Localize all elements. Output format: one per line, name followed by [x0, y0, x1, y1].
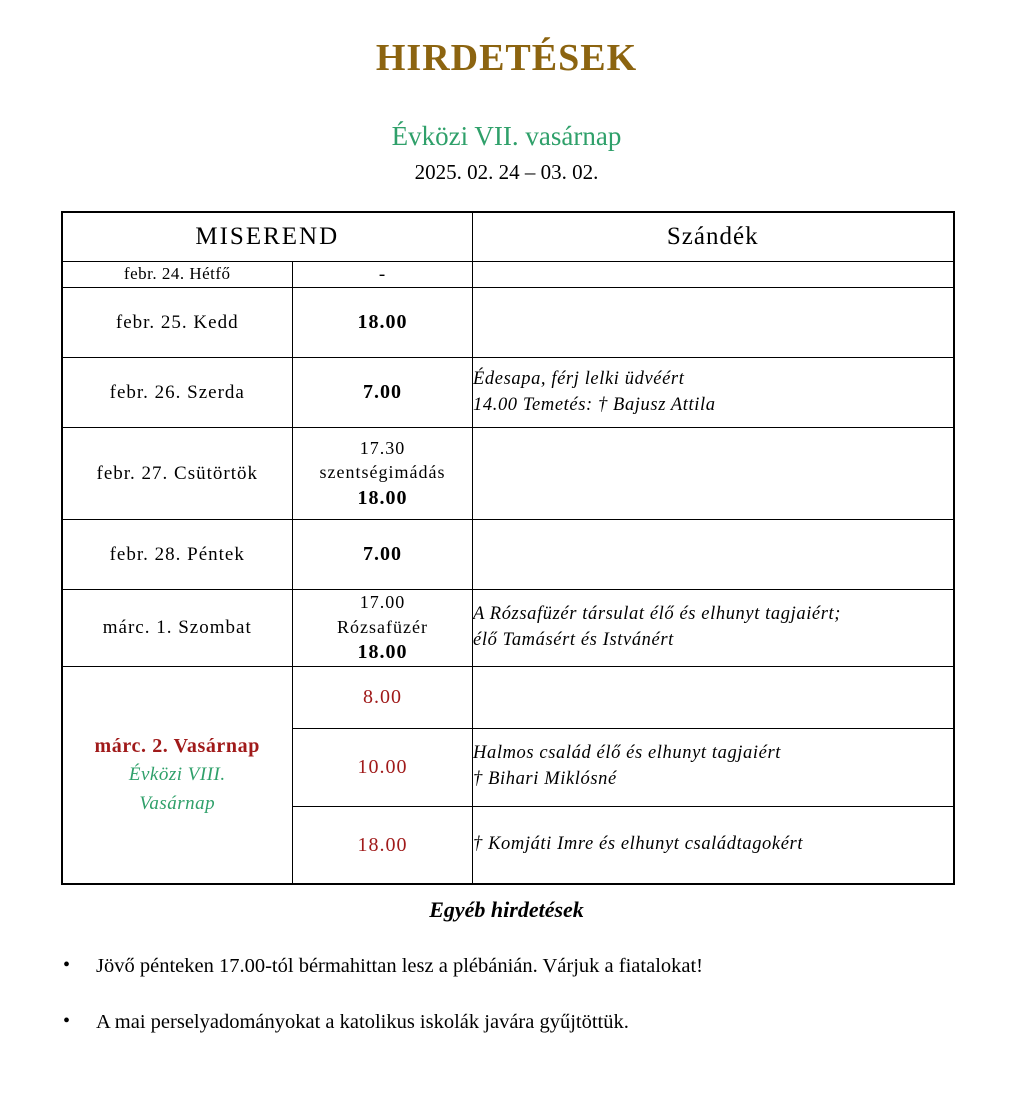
time-cell [293, 520, 473, 590]
day-label: febr. 28. Péntek [62, 520, 293, 590]
day-label: febr. 24. Hétfő [62, 261, 293, 288]
bullet-icon: • [63, 1009, 71, 1032]
day-label: febr. 27. Csütörtök [62, 428, 293, 520]
table-row [62, 288, 954, 358]
mass-time: 18.00 [357, 311, 408, 334]
mass-time: 18.00 [357, 486, 408, 509]
list-item [0, 953, 1013, 981]
intention-line: Halmos család élő és elhunyt tagjaiért [473, 743, 781, 764]
table-row-sunday-1 [62, 666, 954, 728]
column-header-szandek: Szándék [473, 212, 954, 262]
intention-cell [473, 288, 954, 358]
intention-cell [473, 428, 954, 520]
mass-time: 18.00 [357, 640, 408, 663]
intention-cell [473, 520, 954, 590]
intention-line: A Rózsafüzér társulat élő és elhunyt tagjaiért; [473, 604, 842, 625]
time-cell [293, 261, 473, 288]
bullet-icon: • [63, 954, 71, 977]
announcement-text: A mai perselyadományokat a katolikus iskolák javára gyűjtöttük. [96, 1010, 629, 1033]
mass-time: 7.00 [363, 381, 402, 404]
table-row [62, 520, 954, 590]
list-item [0, 1009, 1013, 1037]
table-row [62, 428, 954, 520]
table-body [62, 261, 954, 884]
sunday-date-label: márc. 2. Vasárnap [94, 735, 260, 758]
day-label: márc. 1. Szombat [62, 590, 293, 667]
date-range: 2025. 02. 24 – 03. 02. [414, 160, 599, 185]
day-label: febr. 25. Kedd [62, 288, 293, 358]
table-row [62, 590, 954, 667]
intention-cell [473, 728, 954, 806]
mass-time: 17.30 [359, 437, 406, 458]
schedule-table-wrap [61, 211, 953, 886]
mass-time: 18.00 [293, 806, 473, 884]
mass-time: 10.00 [293, 728, 473, 806]
mass-note: szentségimádás [319, 462, 446, 483]
intention-cell [473, 590, 954, 667]
mass-time: - [378, 263, 387, 285]
mass-note: Rózsafüzér [337, 616, 428, 637]
time-cell [293, 358, 473, 428]
mass-time: 7.00 [363, 543, 402, 566]
table-row [62, 261, 954, 288]
other-announcements-heading: Egyéb hirdetések [429, 897, 584, 923]
intention-cell [473, 261, 954, 288]
intention-line: élő Tamásért és Istvánért [473, 630, 674, 651]
intention-cell [473, 806, 954, 884]
intention-cell [473, 666, 954, 728]
day-label: febr. 26. Szerda [62, 358, 293, 428]
announcement-text: Jövő pénteken 17.00-tól bérmahittan lesz a plébánián. Várjuk a fiatalokat! [96, 955, 704, 978]
time-cell [293, 288, 473, 358]
page-title: HIRDETÉSEK [375, 37, 638, 79]
mass-time: 17.00 [359, 592, 406, 613]
time-cell [293, 428, 473, 520]
liturgical-subtitle: Évközi VII. vasárnap [391, 120, 622, 151]
sunday-liturgy-line2: Vasárnap [139, 793, 216, 815]
mass-time: 8.00 [293, 666, 473, 728]
intention-cell [473, 358, 954, 428]
time-cell [293, 590, 473, 667]
intention-line: † Bihari Miklósné [473, 769, 617, 790]
mass-schedule-table [61, 211, 955, 886]
intention-line: Édesapa, férj lelki üdvéért [473, 368, 685, 389]
table-head [62, 212, 954, 262]
intention-line: 14.00 Temetés: † Bajusz Attila [473, 394, 716, 415]
announcements-list [0, 923, 1013, 1036]
sunday-liturgy-line1: Évközi VIII. [128, 764, 226, 786]
table-row [62, 358, 954, 428]
column-header-miserend: MISEREND [62, 212, 473, 262]
intention-line: † Komjáti Imre és elhunyt családtagokért [473, 834, 804, 855]
sunday-day-label [62, 666, 293, 884]
table-header-row [62, 212, 954, 262]
